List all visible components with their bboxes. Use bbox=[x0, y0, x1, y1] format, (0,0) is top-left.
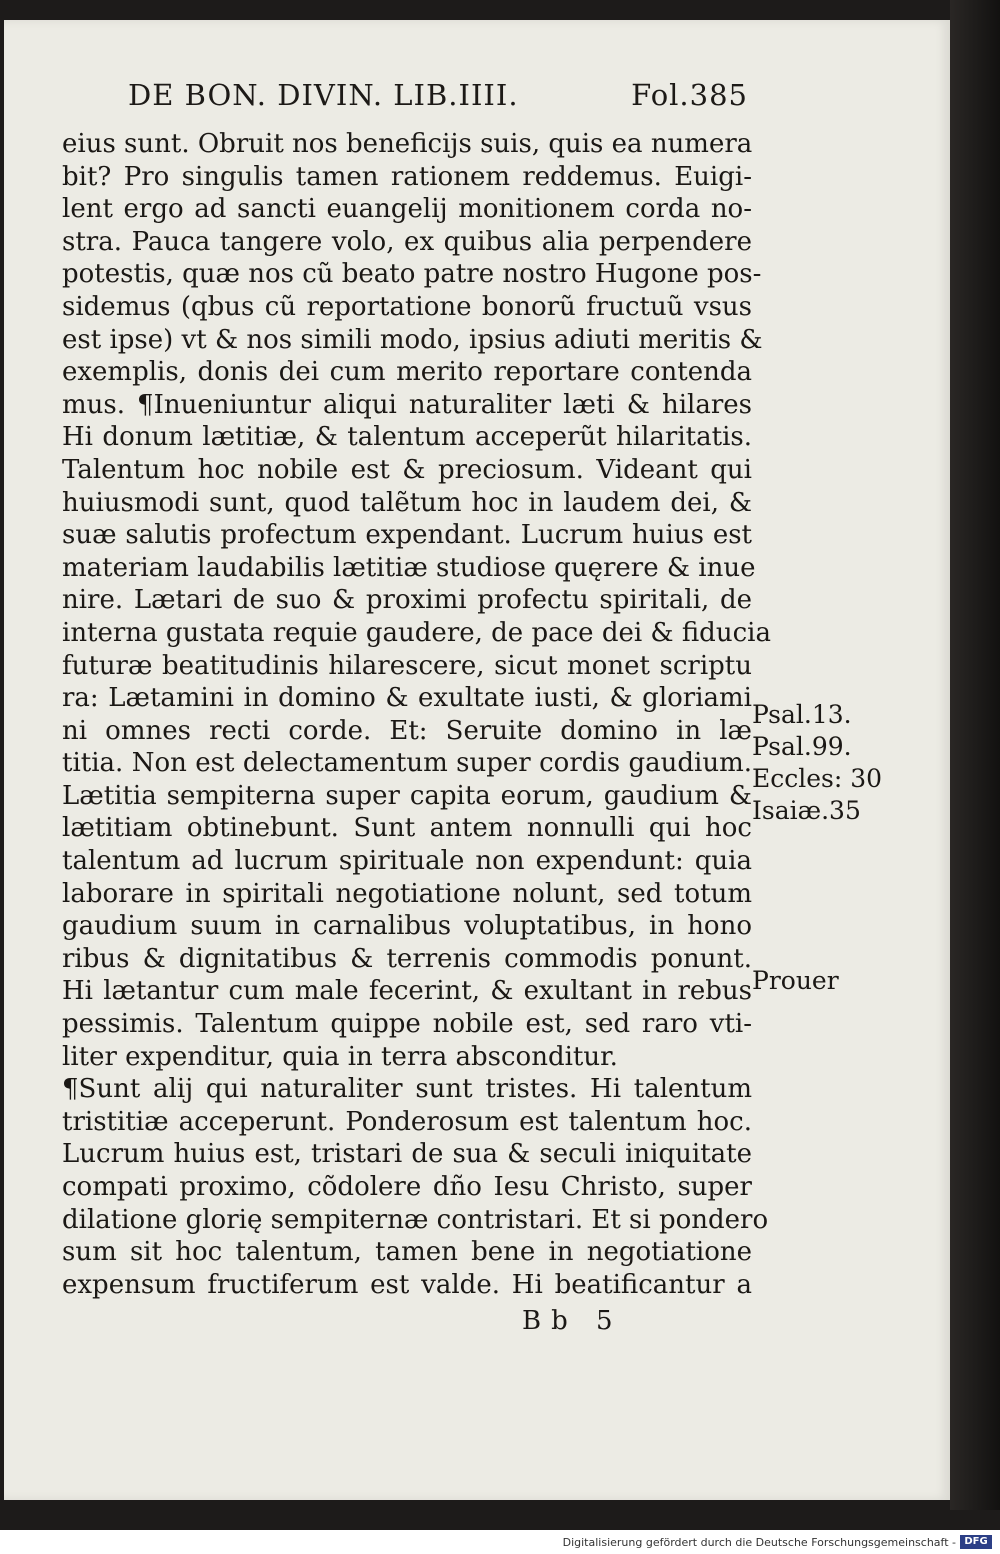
margin-note: Prouer bbox=[752, 966, 839, 995]
text-line: bit? Pro singulis tamen rationem reddemus. Euigi- bbox=[62, 161, 752, 192]
text-line: lent ergo ad sancti euangelij monitionem corda no- bbox=[62, 194, 752, 225]
margin-note: Eccles: 30 bbox=[752, 764, 883, 793]
text-line: exemplis, donis dei cum merito reportare contenda bbox=[62, 357, 752, 388]
text-line: lætitiam obtinebunt. Sunt antem nonnulli qui hoc bbox=[62, 813, 752, 844]
text-line: suæ salutis profectum expendant. Lucrum huius est bbox=[62, 520, 752, 551]
text-line: dilatione glorię sempiternæ contristari. Et si pondero bbox=[62, 1204, 769, 1235]
text-line: stra. Pauca tangere volo, ex quibus alia perpendere bbox=[62, 226, 752, 257]
margin-note: Psal.99. bbox=[752, 732, 852, 761]
running-header-title: DE BON. DIVIN. LIB.IIII. bbox=[128, 78, 519, 112]
text-line: sum sit hoc talentum, tamen bene in negotiatione bbox=[62, 1237, 752, 1268]
text-line: expensum fructiferum est valde. Hi beatificantur a bbox=[62, 1269, 752, 1300]
text-line: futuræ beatitudinis hilarescere, sicut monet scriptu bbox=[62, 650, 752, 681]
folio-number: Fol.385 bbox=[631, 78, 748, 112]
text-line: interna gustata requie gaudere, de pace dei & fiducia bbox=[62, 617, 771, 648]
funding-credit: Digitalisierung gefördert durch die Deutsche Forschungsgemeinschaft - bbox=[562, 1536, 956, 1549]
text-line: ribus & dignitatibus & terrenis commodis ponunt. bbox=[62, 943, 752, 974]
text-line: tristitiæ acceperunt. Ponderosum est talentum hoc. bbox=[62, 1106, 752, 1137]
text-line: ni omnes recti corde. Et: Seruite domino in læ bbox=[62, 715, 752, 746]
signature-mark: Bb 5 bbox=[522, 1306, 623, 1336]
text-line: ra: Lætamini in domino & exultate iusti, & gloriami bbox=[62, 683, 752, 714]
text-line: eius sunt. Obruit nos beneficijs suis, quis ea numera bbox=[62, 129, 753, 159]
text-line: talentum ad lucrum spirituale non expendunt: quia bbox=[62, 846, 752, 877]
text-line: potestis, quæ nos cũ beato patre nostro Hugone pos- bbox=[62, 259, 762, 290]
running-header bbox=[128, 78, 748, 112]
text-line: Talentum hoc nobile est & preciosum. Videant qui bbox=[62, 454, 752, 485]
text-line: sidemus (qbus cũ reportatione bonorũ fructuũ vsus bbox=[62, 291, 752, 322]
book-spine-edge bbox=[950, 0, 1000, 1510]
text-line: ¶Sunt alij qui naturaliter sunt tristes. Hi talentum bbox=[62, 1074, 752, 1105]
dfg-logo: DFG bbox=[960, 1535, 992, 1549]
text-line: pessimis. Talentum quippe nobile est, sed raro vti- bbox=[62, 1009, 752, 1040]
text-line: Lucrum huius est, tristari de sua & seculi iniquitate bbox=[62, 1139, 752, 1170]
text-line: titia. Non est delectamentum super cordis gaudium. bbox=[62, 748, 752, 779]
text-line: gaudium suum in carnalibus voluptatibus, in hono bbox=[62, 911, 752, 942]
text-line: est ipse) vt & nos simili modo, ipsius adiuti meritis & bbox=[62, 324, 763, 355]
text-line: liter expenditur, quia in terra absconditur. bbox=[62, 1041, 618, 1072]
text-line: compati proximo, cõdolere dño Iesu Christo, super bbox=[62, 1172, 752, 1202]
text-line: Hi donum lætitiæ, & talentum acceperũt hilaritatis. bbox=[62, 422, 752, 453]
text-line: nire. Lætari de suo & proximi profectu spiritali, de bbox=[62, 585, 752, 616]
text-line: mus. ¶Inueniuntur aliqui naturaliter læti & hilares bbox=[62, 389, 752, 420]
margin-note: Isaiæ.35 bbox=[752, 796, 861, 825]
body-text bbox=[62, 128, 771, 1301]
text-line: Hi lætantur cum male fecerint, & exultant in rebus bbox=[62, 976, 752, 1007]
text-line: laborare in spiritali negotiatione nolunt, sed totum bbox=[62, 878, 752, 909]
text-line: huiusmodi sunt, quod talẽtum hoc in laudem dei, & bbox=[62, 487, 752, 518]
text-line: Lætitia sempiterna super capita eorum, gaudium & bbox=[62, 780, 752, 811]
text-line: materiam laudabilis lætitiæ studiose quęrere & inue bbox=[62, 552, 756, 583]
margin-note: Psal.13. bbox=[752, 700, 852, 729]
